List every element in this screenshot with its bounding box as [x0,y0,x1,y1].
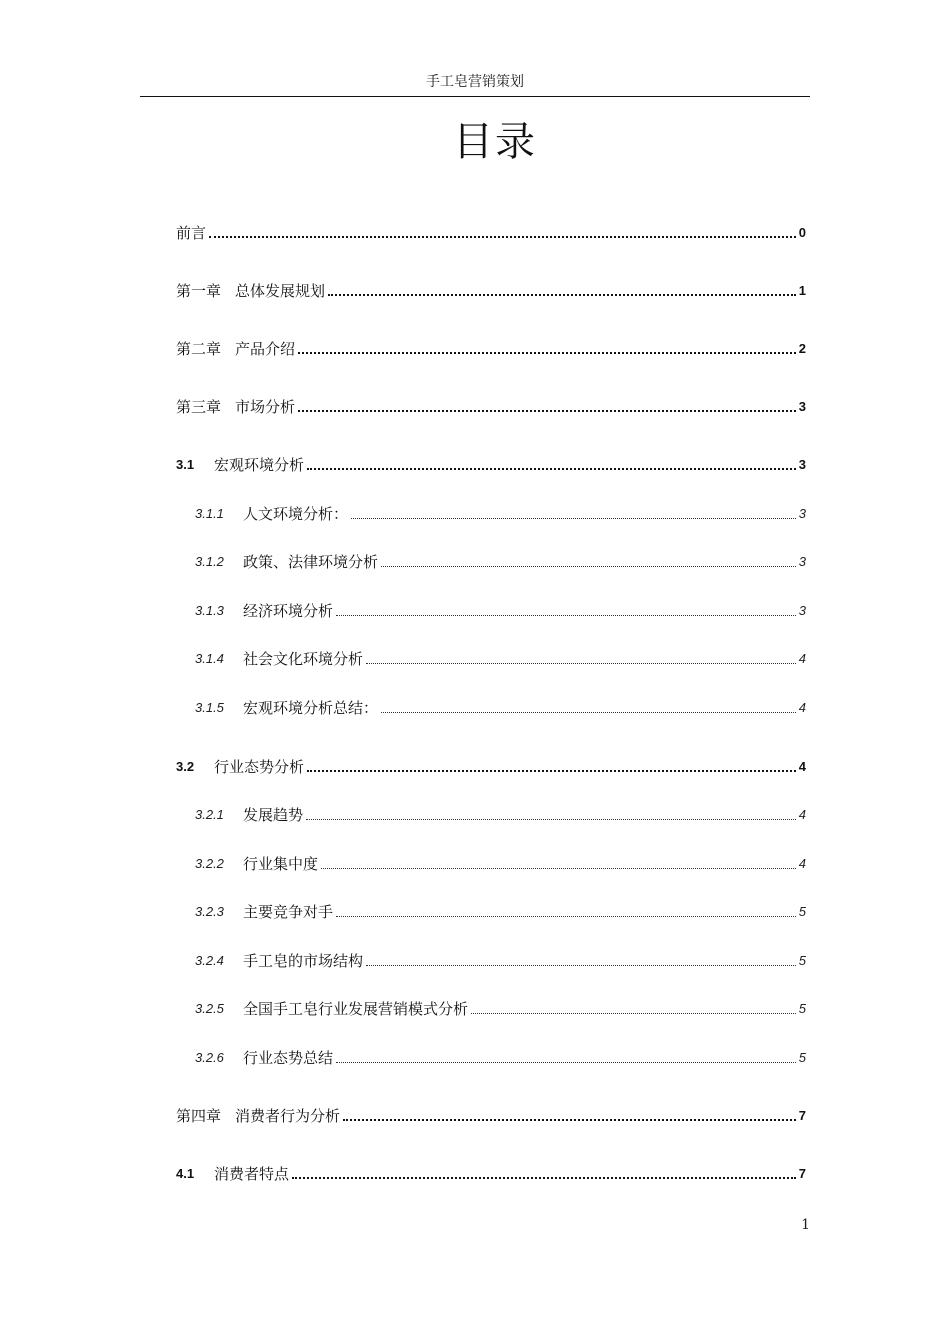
toc-entry-page: 3 [798,399,806,414]
toc-entry-preface[interactable] [176,222,806,244]
toc-leader-dots [366,965,796,966]
toc-entry-label: 行业态势总结 [243,1049,334,1067]
toc-entry-number: 第三章 [176,398,222,416]
toc-entry-number: 3.2 [176,759,195,774]
running-header: 手工皂营销策划 [426,74,524,90]
toc-entry-label: 行业态势分析 [214,758,305,776]
toc-entry-label: 社会文化环境分析 [243,650,364,668]
toc-entry-4-1[interactable] [176,1163,806,1185]
toc-entry-number: 3.2.4 [195,953,224,968]
toc-entry-label: 前言 [176,224,207,242]
toc-entry-page: 5 [798,953,806,968]
toc-entry-page: 2 [798,341,806,356]
toc-entry-label: 宏观环境分析总结： [243,699,379,717]
toc-entry-number: 3.2.5 [195,1001,224,1016]
toc-entry-3-2-5[interactable] [195,998,806,1020]
toc-entry-page: 4 [798,700,806,715]
toc-entry-label: 总体发展规划 [235,282,326,300]
toc-leader-dots [328,294,796,296]
toc-entry-3-1[interactable] [176,454,806,476]
toc-entry-label: 产品介绍 [235,340,296,358]
toc-entry-number: 3.1.3 [195,603,224,618]
toc-entry-label: 宏观环境分析 [214,456,305,474]
toc-entry-number: 3.1.4 [195,651,224,666]
toc-entry-3-1-3[interactable] [195,600,806,622]
toc-entry-chapter-3[interactable] [176,396,806,418]
toc-entry-page: 7 [798,1108,806,1123]
toc-entry-chapter-2[interactable] [176,338,806,360]
toc-entry-number: 3.2.3 [195,904,224,919]
footer-page-number: 1 [801,1217,810,1233]
toc-entry-number: 4.1 [176,1166,195,1181]
toc-entry-page: 5 [798,1050,806,1065]
toc-entry-3-1-5[interactable] [195,697,806,719]
toc-leader-dots [209,236,796,238]
toc-leader-dots [307,770,796,772]
toc-leader-dots [321,868,796,869]
toc-entry-label: 行业集中度 [243,855,319,873]
toc-entry-label: 消费者行为分析 [235,1107,341,1125]
toc-entry-page: 3 [798,506,806,521]
toc-entry-label: 经济环境分析 [243,602,334,620]
toc-entry-page: 4 [798,651,806,666]
toc-entry-label: 发展趋势 [243,806,304,824]
toc-leader-dots [336,615,796,616]
toc-entry-page: 5 [798,904,806,919]
toc-entry-label: 人文环境分析： [243,505,349,523]
toc-entry-page: 4 [798,759,806,774]
toc-entry-number: 3.1 [176,457,195,472]
toc-leader-dots [381,712,796,713]
toc-entry-label: 手工皂的市场结构 [243,952,364,970]
toc-entry-number: 3.1.1 [195,506,224,521]
toc-entry-page: 3 [798,457,806,472]
toc-leader-dots [366,663,796,664]
toc-entry-chapter-1[interactable] [176,280,806,302]
toc-entry-3-1-1[interactable] [195,503,806,525]
toc-entry-label: 主要竞争对手 [243,903,334,921]
toc-entry-page: 5 [798,1001,806,1016]
toc-entry-label: 全国手工皂行业发展营销模式分析 [243,1000,469,1018]
toc-entry-3-2-4[interactable] [195,950,806,972]
toc-entry-3-1-4[interactable] [195,648,806,670]
toc-entry-page: 7 [798,1166,806,1181]
toc-entry-label: 消费者特点 [214,1165,290,1183]
toc-entry-page: 0 [798,225,806,240]
toc-entry-number: 第二章 [176,340,222,358]
toc-leader-dots [307,468,796,470]
toc-leader-dots [471,1013,796,1014]
toc-entry-3-2-3[interactable] [195,901,806,923]
toc-leader-dots [351,518,796,519]
toc-leader-dots [298,352,796,354]
toc-leader-dots [336,1062,796,1063]
toc-entry-label: 市场分析 [235,398,296,416]
toc-entry-page: 3 [798,603,806,618]
toc-entry-page: 4 [798,807,806,822]
toc-entry-3-2-2[interactable] [195,853,806,875]
toc-entry-3-2[interactable] [176,756,806,778]
toc-leader-dots [336,916,796,917]
toc-entry-chapter-4[interactable] [176,1105,806,1127]
toc-entry-page: 3 [798,554,806,569]
toc-entry-3-1-2[interactable] [195,551,806,573]
toc-entry-3-2-1[interactable] [195,804,806,826]
toc-entry-page: 1 [798,283,806,298]
toc-leader-dots [292,1177,796,1179]
toc-entry-label: 政策、法律环境分析 [243,553,379,571]
toc-title: 目录 [453,119,537,165]
toc-entry-3-2-6[interactable] [195,1047,806,1069]
toc-entry-number: 3.1.5 [195,700,224,715]
toc-entry-page: 4 [798,856,806,871]
toc-entry-number: 3.1.2 [195,554,224,569]
toc-entry-number: 第一章 [176,282,222,300]
toc-leader-dots [343,1119,796,1121]
toc-entry-number: 3.2.2 [195,856,224,871]
toc-entry-number: 第四章 [176,1107,222,1125]
toc-leader-dots [381,566,796,567]
toc-entry-number: 3.2.6 [195,1050,224,1065]
toc-leader-dots [298,410,796,412]
toc-leader-dots [306,819,796,820]
toc-entry-number: 3.2.1 [195,807,224,822]
